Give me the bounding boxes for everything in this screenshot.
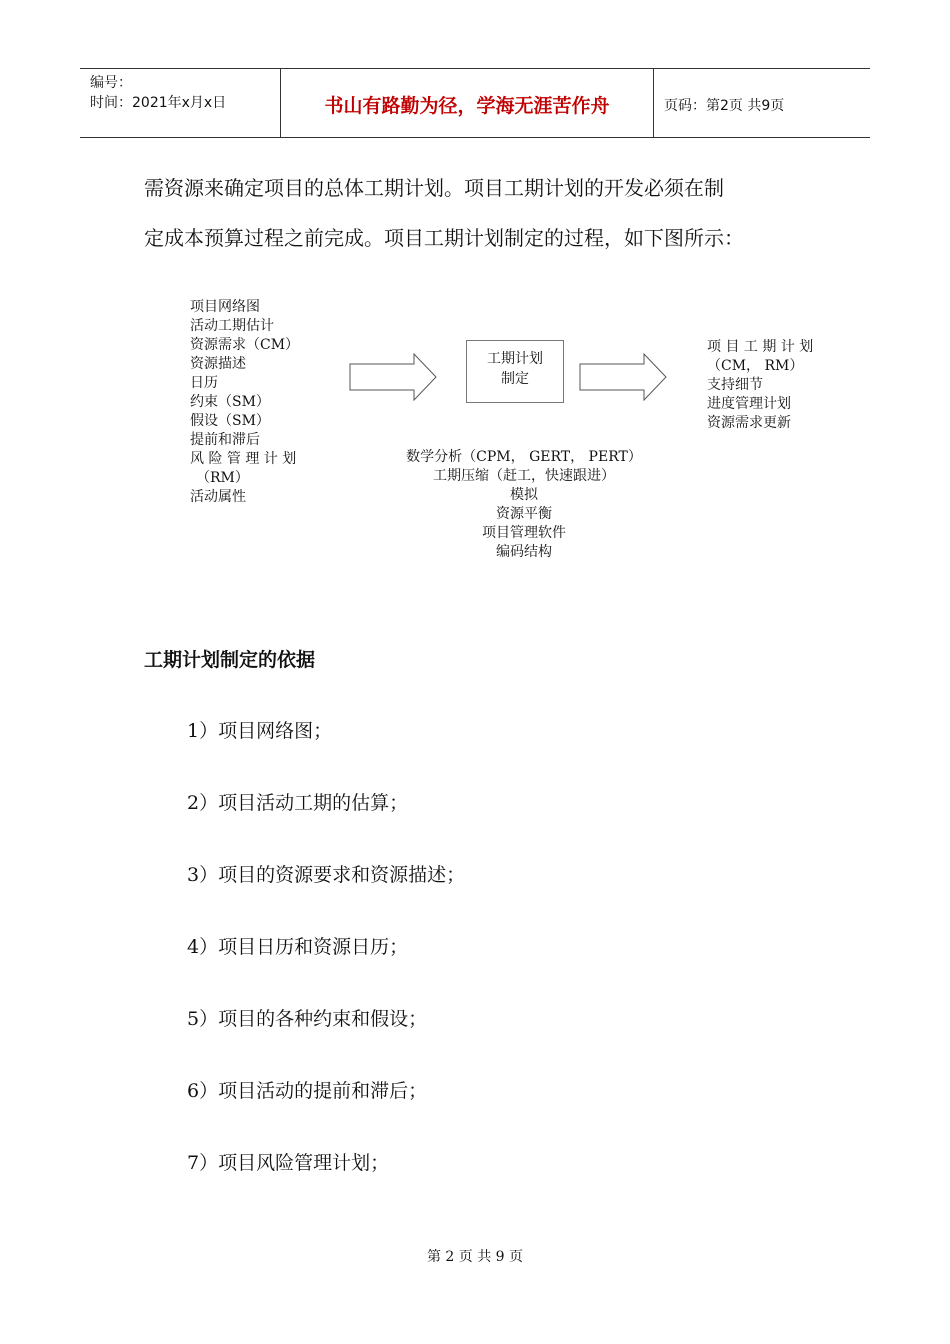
time-label: 时间：2021年x月x日 xyxy=(90,95,227,111)
diagram-output: 项 目 工 期 计 划 xyxy=(707,339,814,355)
header-page-label: 页码：第2页 共9页 xyxy=(664,98,785,114)
header-left-cell xyxy=(80,69,281,137)
right-arrow-icon xyxy=(578,352,670,402)
diagram-output: 进度管理计划 xyxy=(707,396,791,412)
process-box xyxy=(466,340,564,403)
diagram-input: 活动属性 xyxy=(190,489,246,505)
diagram-tool: 项目管理软件 xyxy=(482,525,566,541)
diagram-input: 资源需求（CM） xyxy=(190,337,300,353)
diagram-input: 风 险 管 理 计 划 xyxy=(190,451,297,467)
diagram-input: 假设（SM） xyxy=(190,413,270,429)
process-label-line-2: 制定 xyxy=(501,371,529,387)
diagram-input: 资源描述 xyxy=(190,356,246,372)
diagram-tool: 工期压缩（赶工，快速跟进） xyxy=(433,468,615,484)
diagram-outputs xyxy=(707,338,813,433)
diagram-input: 日历 xyxy=(190,375,218,391)
diagram-tool: 编码结构 xyxy=(496,544,552,560)
page-footer: 第 2 页 共 9 页 xyxy=(426,1249,524,1265)
diagram-tool: 模拟 xyxy=(510,487,538,503)
diagram-inputs xyxy=(190,298,299,507)
diagram-input: 提前和滞后 xyxy=(190,432,260,448)
list-item: 1）项目网络图； xyxy=(187,720,333,742)
list-item: 2）项目活动工期的估算； xyxy=(187,792,409,814)
diagram-tool: 数学分析（CPM， GERT， PERT） xyxy=(406,449,642,465)
list-item: 4）项目日历和资源日历； xyxy=(187,936,409,958)
intro-line-2: 定成本预算过程之前完成。项目工期计划制定的过程，如下图所示： xyxy=(144,226,744,250)
list-item: 7）项目风险管理计划； xyxy=(187,1152,390,1174)
intro-line-1: 需资源来确定项目的总体工期计划。项目工期计划的开发必须在制 xyxy=(144,176,724,200)
diagram-tools xyxy=(390,448,658,562)
right-arrow-icon xyxy=(348,352,440,402)
header-center-cell xyxy=(281,69,654,137)
diagram-input: （RM） xyxy=(196,470,249,486)
list-item: 5）项目的各种约束和假设； xyxy=(187,1008,428,1030)
diagram-output: 支持细节 xyxy=(707,377,763,393)
diagram-output: 资源需求更新 xyxy=(707,415,791,431)
diagram-input: 约束（SM） xyxy=(190,394,270,410)
diagram-output: （CM， RM） xyxy=(707,358,804,374)
page-header xyxy=(80,68,870,138)
header-motto: 书山有路勤为径，学海无涯苦作舟 xyxy=(324,95,610,117)
header-right-cell xyxy=(654,69,870,137)
diagram-input: 项目网络图 xyxy=(190,299,260,315)
diagram-tool: 资源平衡 xyxy=(496,506,552,522)
diagram-input: 活动工期估计 xyxy=(190,318,274,334)
list-item: 6）项目活动的提前和滞后； xyxy=(187,1080,428,1102)
section-heading: 工期计划制定的依据 xyxy=(144,649,316,671)
list-item: 3）项目的资源要求和资源描述； xyxy=(187,864,466,886)
process-label-line-1: 工期计划 xyxy=(487,351,543,367)
number-label: 编号： xyxy=(90,75,132,91)
